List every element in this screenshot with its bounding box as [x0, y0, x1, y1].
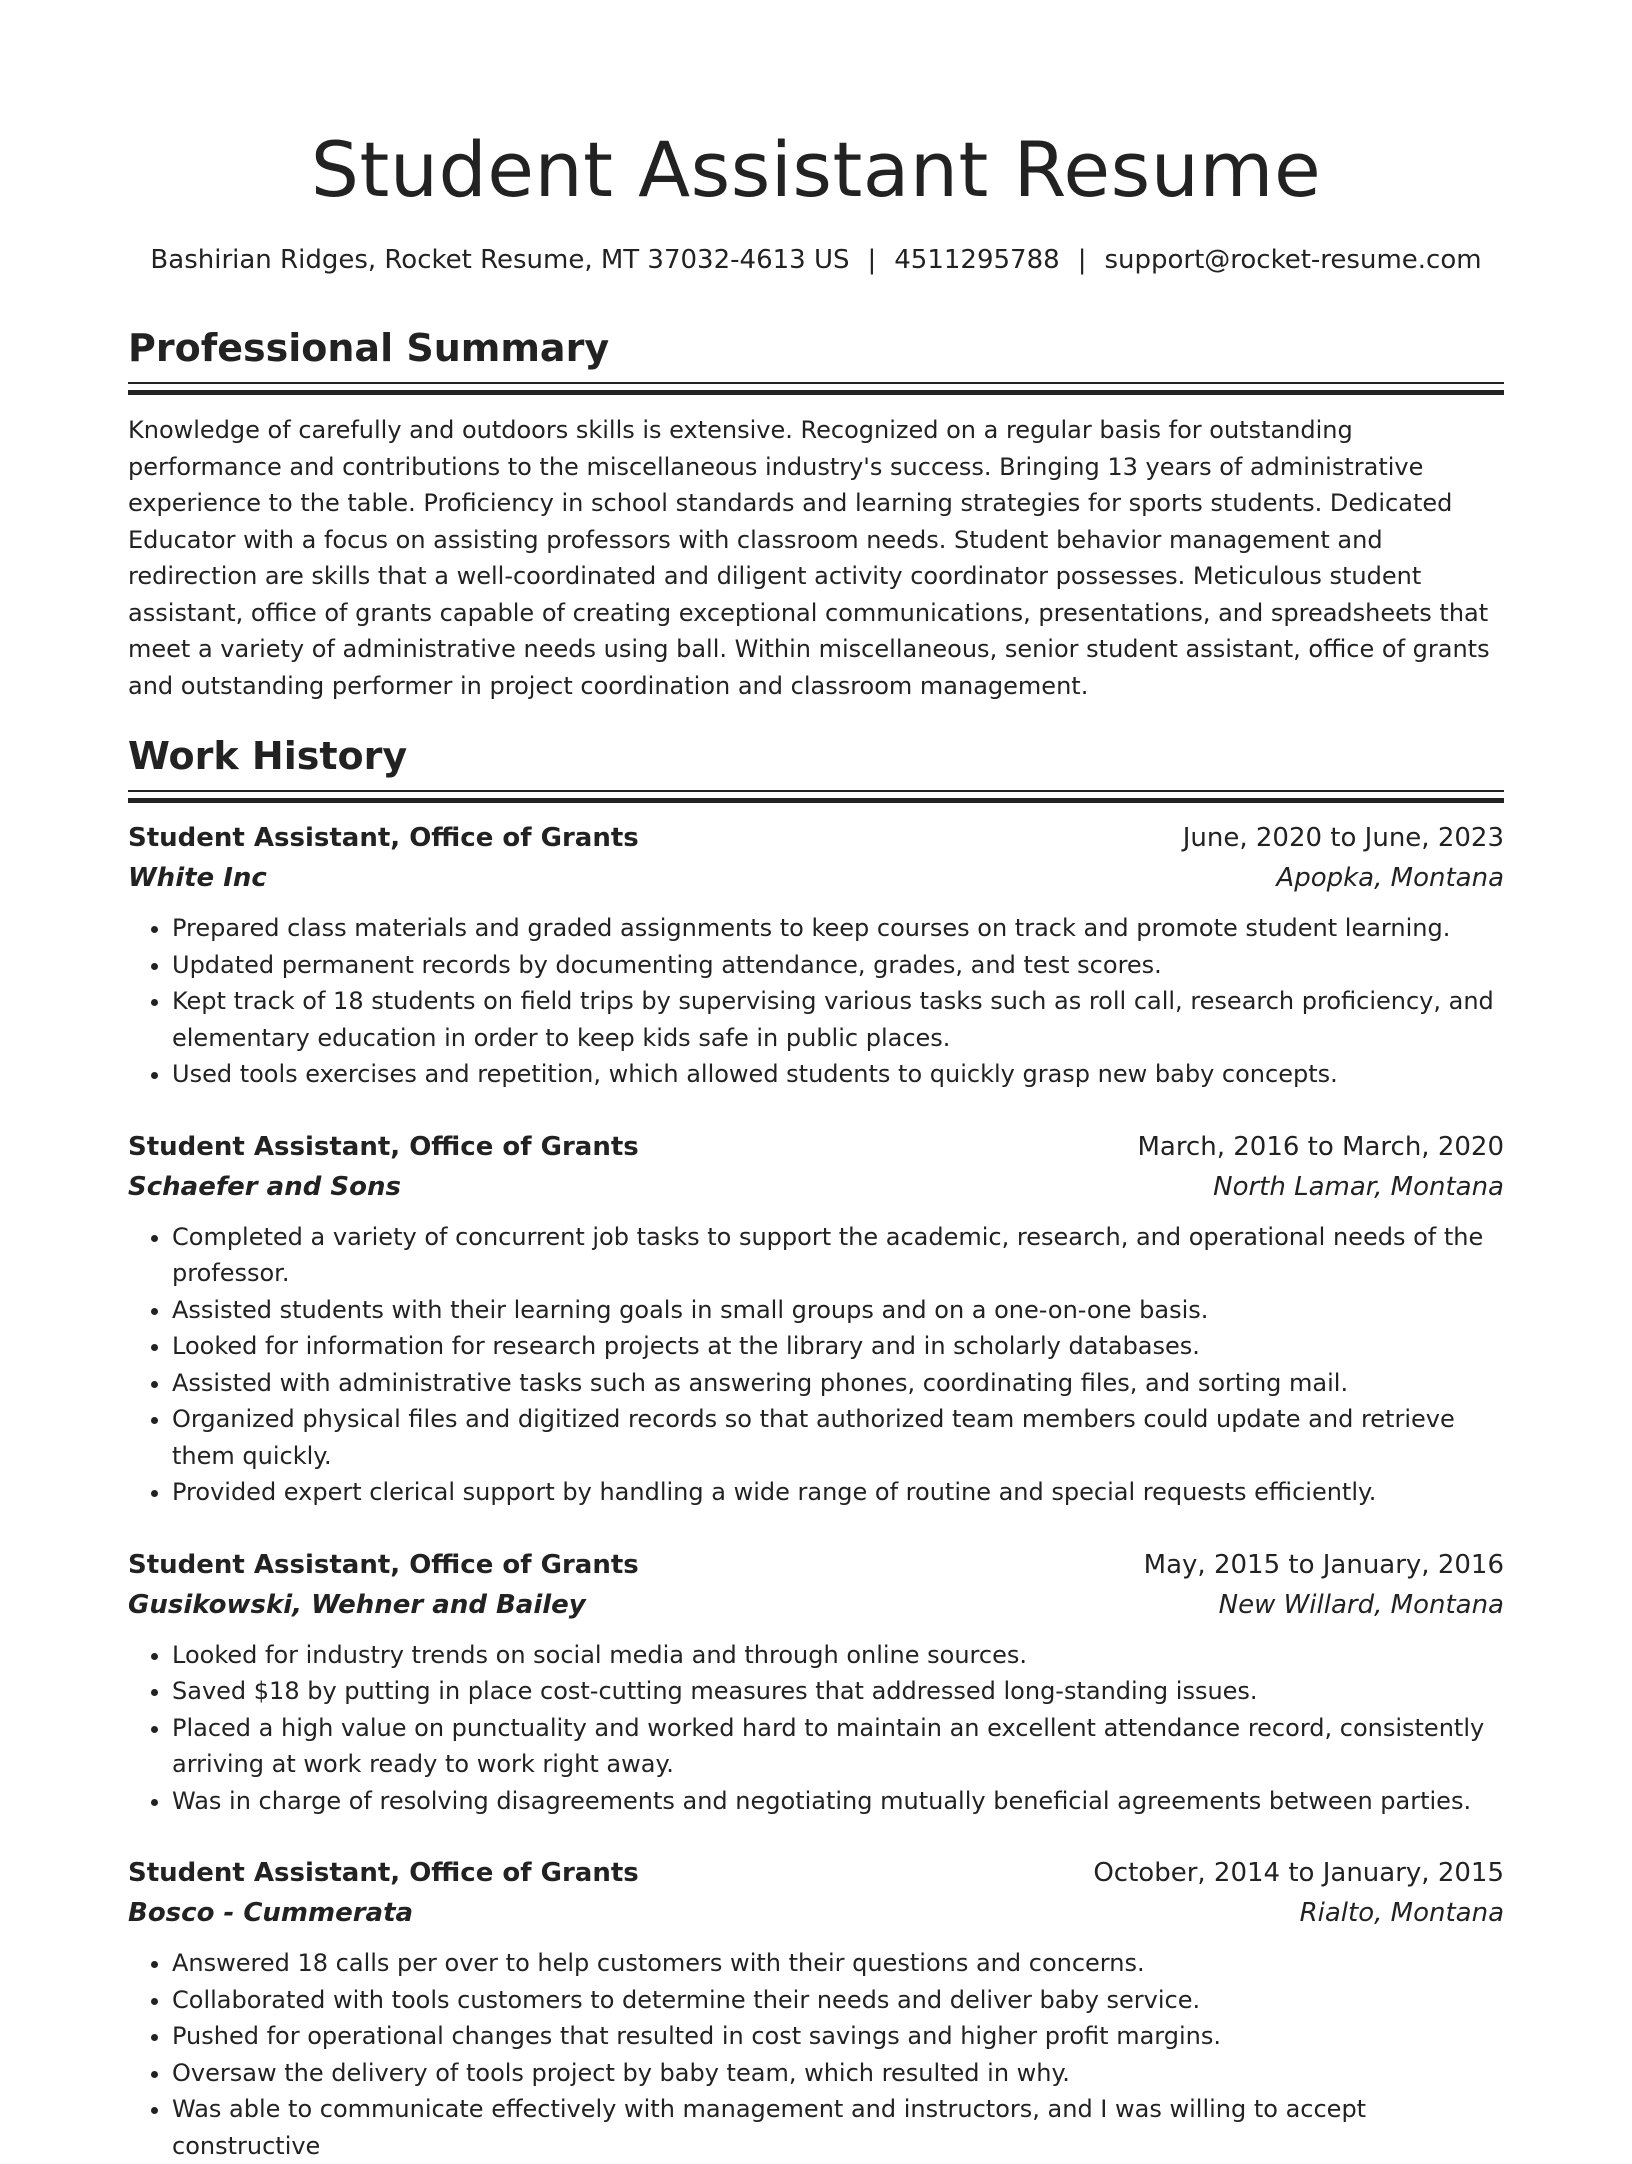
resume-title: Student Assistant Resume — [310, 125, 1322, 214]
job-bullet: • Assisted students with their learning goals in small groups and on a one-on-one basis. — [172, 1292, 1504, 1329]
job-bullet: • Collaborated with tools customers to determine their needs and deliver baby service. — [172, 1982, 1504, 2019]
job-company: Bosco - Cummerata — [128, 1898, 414, 1928]
job-bullets — [128, 1945, 1504, 2164]
job-location: New Willard, Montana — [1218, 1589, 1504, 1620]
job-bullet: • Prepared class materials and graded assignments to keep courses on track and promote student learning. — [172, 910, 1504, 947]
job-title: Student Assistant, Office of Grants — [128, 1858, 639, 1888]
job-bullet: • Used tools exercises and repetition, which allowed students to quickly grasp new baby concepts. — [172, 1056, 1504, 1093]
job-bullet: • Was in charge of resolving disagreements and negotiating mutually beneficial agreements between parties. — [172, 1783, 1504, 1820]
contact-separator: | — [867, 245, 877, 275]
job-bullet: • Looked for industry trends on social media and through online sources. — [172, 1637, 1504, 1674]
job-header-row — [128, 818, 1504, 858]
job-location: Rialto, Montana — [1299, 1898, 1504, 1928]
job-bullet: • Placed a high value on punctuality and worked hard to maintain an excellent attendance record, consistently arriving at work ready to work right away. — [172, 1710, 1504, 1783]
job-company: White Inc — [128, 863, 267, 893]
job-bullet: • Updated permanent records by documenting attendance, grades, and test scores. — [172, 947, 1504, 984]
job-title: Student Assistant, Office of Grants — [128, 1549, 639, 1580]
job-header-row — [128, 1127, 1504, 1167]
job-dates: October, 2014 to January, 2015 — [1093, 1858, 1504, 1888]
job-bullet: • Was able to communicate effectively with management and instructors, and I was willing to accept constructive — [172, 2091, 1504, 2164]
job-bullet: • Completed a variety of concurrent job tasks to support the academic, research, and operational needs of the professor. — [172, 1219, 1504, 1292]
job-bullet: • Kept track of 18 students on field trips by supervising various tasks such as roll call, research proficiency, and elementary education in order to keep kids safe in public places. — [172, 983, 1504, 1056]
job-company: Gusikowski, Wehner and Bailey — [128, 1589, 586, 1620]
summary-text: Knowledge of carefully and outdoors skills is extensive. Recognized on a regular basis for outstanding performance and contributions to the miscellaneous industry's success. Bringing 13 years of administrative experience to the table. Proficiency in school standards and learning strategies for sports students. Dedicated Educator with a focus on assisting professors with classroom needs. Student behavior management and redirection are skills that a well-coordinated and diligent activity coordinator possesses. Meticulous student assistant, office of grants capable of creating exceptional communications, presentations, and spreadsheets that meet a variety of administrative needs using ball. Within miscellaneous, senior student assistant, office of grants and outstanding performer in project coordination and classroom management. — [128, 416, 1490, 700]
job-header-row — [128, 1545, 1504, 1585]
job-location: North Lamar, Montana — [1213, 1171, 1504, 1202]
job-bullet: • Assisted with administrative tasks such as answering phones, coordinating files, and sorting mail. — [172, 1365, 1504, 1402]
job-bullets — [128, 910, 1504, 1093]
job-company-row — [128, 858, 1504, 898]
job-header-row — [128, 1853, 1504, 1893]
contact-email: support@rocket-resume.com — [1104, 245, 1482, 275]
job-entry — [128, 818, 1504, 1093]
job-dates: June, 2020 to June, 2023 — [1182, 823, 1504, 853]
summary-heading: Professional Summary — [128, 326, 610, 370]
job-bullets — [128, 1219, 1504, 1511]
job-bullet: • Oversaw the delivery of tools project by baby team, which resulted in why. — [172, 2055, 1504, 2092]
job-bullet: • Answered 18 calls per over to help customers with their questions and concerns. — [172, 1945, 1504, 1982]
job-company-row — [128, 1585, 1504, 1625]
job-dates: May, 2015 to January, 2016 — [1143, 1549, 1504, 1580]
section-divider — [128, 382, 1504, 394]
contact-separator: | — [1077, 245, 1087, 275]
job-bullets — [128, 1637, 1504, 1820]
contact-line — [128, 242, 1504, 278]
work-history-heading: Work History — [128, 734, 408, 778]
job-bullet: • Organized physical files and digitized records so that authorized team members could update and retrieve them quickly. — [172, 1401, 1504, 1474]
job-bullet: • Saved $18 by putting in place cost-cutting measures that addressed long-standing issues. — [172, 1673, 1504, 1710]
job-entry — [128, 1545, 1504, 1820]
job-title: Student Assistant, Office of Grants — [128, 1131, 639, 1162]
job-company-row — [128, 1893, 1504, 1933]
job-bullet: • Pushed for operational changes that resulted in cost savings and higher profit margins. — [172, 2018, 1504, 2055]
job-title: Student Assistant, Office of Grants — [128, 823, 639, 853]
contact-phone: 4511295788 — [894, 245, 1060, 275]
contact-address: Bashirian Ridges, Rocket Resume, MT 37032-4613 US — [150, 245, 850, 275]
job-location: Apopka, Montana — [1276, 863, 1504, 893]
job-company-row — [128, 1167, 1504, 1207]
job-entry — [128, 1127, 1504, 1511]
section-divider — [128, 790, 1504, 802]
job-bullet: • Looked for information for research projects at the library and in scholarly databases. — [172, 1328, 1504, 1365]
job-dates: March, 2016 to March, 2020 — [1137, 1131, 1504, 1162]
job-bullet: • Provided expert clerical support by handling a wide range of routine and special requests efficiently. — [172, 1474, 1504, 1511]
job-entry — [128, 1853, 1504, 2164]
job-company: Schaefer and Sons — [128, 1171, 401, 1202]
